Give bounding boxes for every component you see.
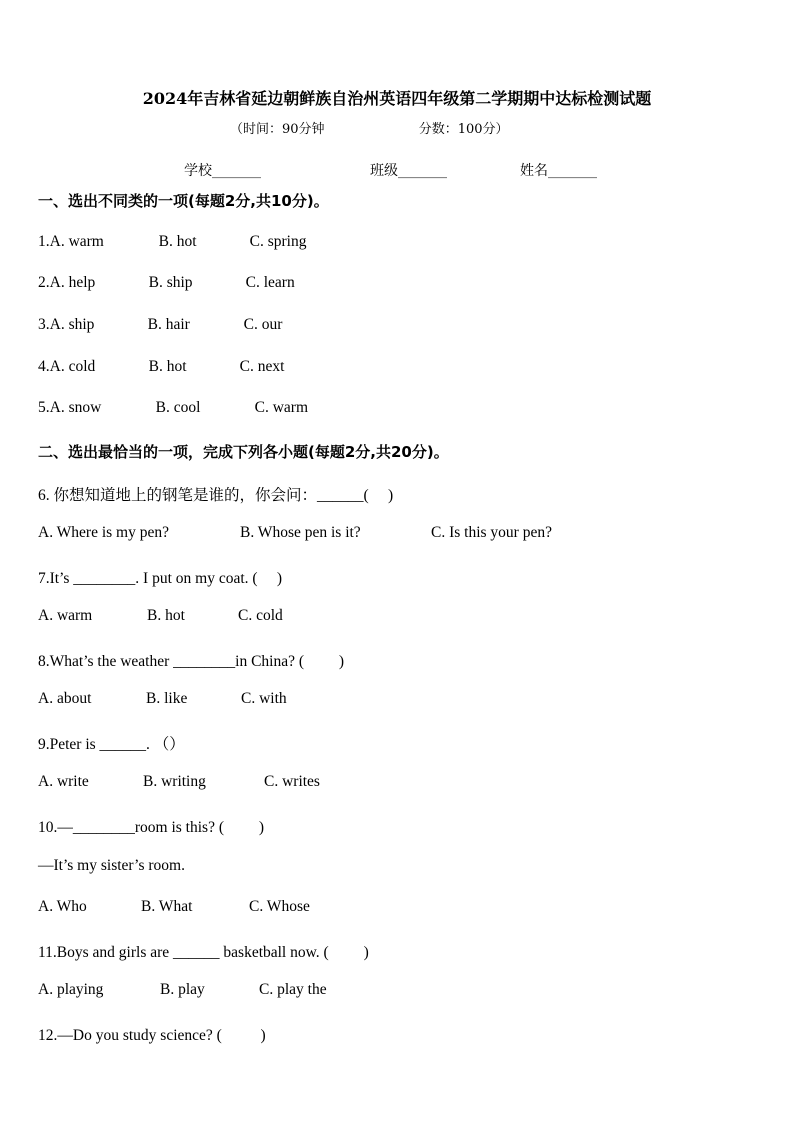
option-b: B. ship [148, 274, 193, 291]
question-8-stem: 8.What’s the weather ________in China? ( ) [38, 653, 345, 670]
question-number: 5. [38, 399, 50, 416]
class-field: 班级_______ [370, 163, 447, 179]
option-b: B. What [141, 898, 193, 915]
option-b: B. writing [143, 773, 206, 790]
question-10-reply: —It’s my sister’s room. [38, 857, 185, 874]
option-a: A. snow [49, 399, 102, 416]
question-10-stem: 10.—________room is this? ( ) [38, 819, 265, 836]
option-b: B. hot [148, 358, 187, 375]
section-1-heading: 一、选出不同类的一项(每题2分,共10分)。 [38, 192, 329, 210]
option-b: B. play [160, 981, 205, 998]
exam-meta [230, 118, 509, 137]
option-b: B. like [146, 690, 188, 707]
section-2-heading: 二、选出最恰当的一项，完成下列各小题(每题2分,共20分)。 [38, 443, 449, 461]
option-b: B. hair [147, 316, 190, 333]
question-number: 2. [38, 274, 50, 291]
option-b: B. hot [158, 233, 197, 250]
question-4 [38, 358, 284, 376]
name-field: 姓名_______ [520, 163, 597, 179]
option-a: A. about [38, 690, 92, 707]
option-a: A. write [38, 773, 89, 790]
option-a: A. cold [49, 358, 96, 375]
question-5 [38, 399, 308, 417]
exam-score: 分数：100分） [418, 122, 509, 137]
option-c: C. warm [254, 399, 309, 416]
question-number: 3. [38, 316, 50, 333]
option-c: C. Whose [249, 898, 310, 915]
question-11-options [38, 981, 327, 999]
school-field: 学校_______ [184, 163, 261, 179]
option-c: C. writes [264, 773, 320, 790]
option-c: C. with [241, 690, 287, 707]
option-c: C. next [239, 358, 285, 375]
option-a: A. warm [49, 233, 104, 250]
option-b: B. cool [155, 399, 201, 416]
question-9-stem: 9.Peter is ______. （） [38, 736, 185, 753]
option-b: B. Whose pen is it? [240, 524, 361, 541]
question-3 [38, 316, 282, 334]
option-a: A. playing [38, 981, 104, 998]
question-9-options [38, 773, 320, 791]
page-title: 2024年吉林省延边朝鲜族自治州英语四年级第二学期期中达标检测试题 [142, 89, 652, 108]
option-c: C. cold [238, 607, 283, 624]
option-a: A. ship [49, 316, 95, 333]
question-7-stem: 7.It’s ________. I put on my coat. ( ) [38, 570, 283, 587]
question-7-options [38, 607, 283, 625]
question-1 [38, 233, 306, 251]
question-10-options [38, 898, 310, 916]
option-c: C. learn [245, 274, 295, 291]
question-6-stem: 6. 你想知道地上的钢笔是谁的，你会问：______( ) [38, 487, 394, 504]
option-a: A. Where is my pen? [38, 524, 169, 541]
option-a: A. help [49, 274, 96, 291]
option-b: B. hot [147, 607, 185, 624]
option-c: C. Is this your pen? [431, 524, 552, 541]
option-a: A. Who [38, 898, 87, 915]
question-8-options [38, 690, 287, 708]
question-2 [38, 274, 295, 292]
exam-time: （时间：90分钟 [230, 122, 325, 137]
question-number: 1. [38, 233, 50, 250]
option-c: C. play the [259, 981, 327, 998]
question-11-stem: 11.Boys and girls are ______ basketball now. ( ) [38, 944, 369, 961]
option-a: A. warm [38, 607, 93, 624]
question-12-stem: 12.—Do you study science? ( ) [38, 1027, 266, 1044]
option-c: C. spring [249, 233, 307, 250]
question-6-options [38, 524, 552, 542]
option-c: C. our [243, 316, 283, 333]
question-number: 4. [38, 358, 50, 375]
